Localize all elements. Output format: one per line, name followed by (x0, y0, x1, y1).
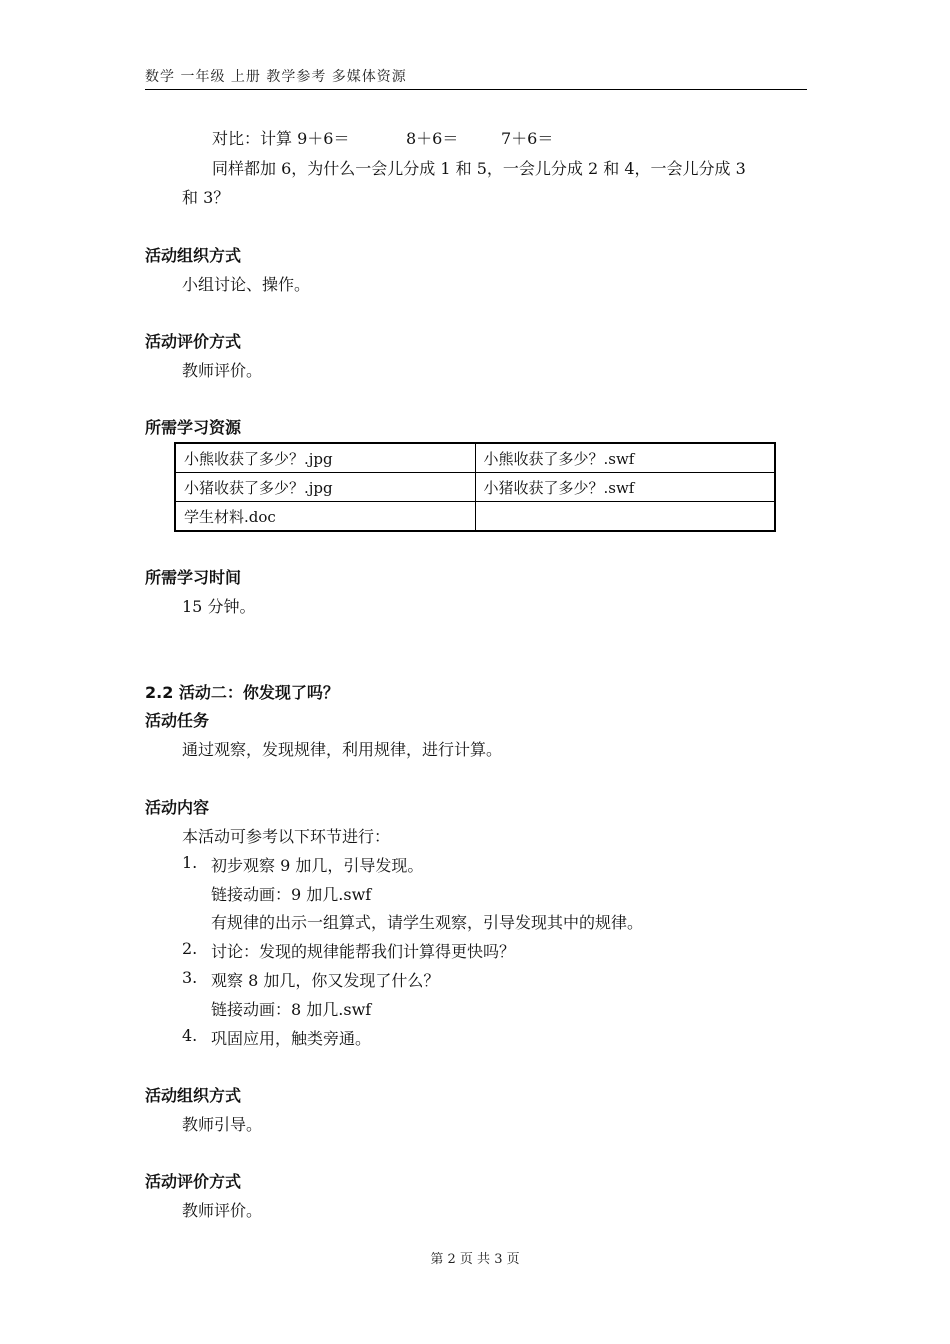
time-heading: 所需学习时间 (145, 568, 242, 587)
question-line-2: 和 3？ (182, 188, 230, 207)
eval-heading-1: 活动评价方式 (145, 332, 242, 351)
step-number: 3. (182, 968, 198, 987)
list-item: 有规律的出示一组算式，请学生观察，引导发现其中的规律。 (211, 913, 644, 932)
header-rule (145, 89, 807, 90)
step-number: 4. (182, 1026, 198, 1045)
resource-cell: 小猪收获了多少？.swf (475, 473, 775, 502)
list-item: 链接动画：9 加几.swf (211, 885, 372, 904)
resources-table (174, 442, 776, 532)
list-item: 初步观察 9 加几，引导发现。 (211, 856, 424, 875)
resource-cell (475, 502, 775, 532)
question-line-1: 同样都加 6，为什么一会儿分成 1 和 5，一会儿分成 2 和 4，一会儿分成 3 (212, 159, 746, 178)
task-text: 通过观察，发现规律，利用规律，进行计算。 (182, 740, 503, 759)
list-item: 讨论：发现的规律能帮我们计算得更快吗？ (211, 942, 516, 961)
org-text-1: 小组讨论、操作。 (182, 275, 311, 294)
task-heading: 活动任务 (145, 711, 210, 730)
org-text-2: 教师引导。 (182, 1115, 263, 1134)
compare-line-c: 7＋6＝ (501, 129, 554, 148)
compare-line-a: 对比：计算 9＋6＝ (212, 129, 350, 148)
step-number: 2. (182, 939, 198, 958)
compare-line-b: 8＋6＝ (406, 129, 459, 148)
table-row (175, 473, 775, 502)
content-intro: 本活动可参考以下环节进行： (182, 827, 391, 846)
list-item: 巩固应用，触类旁通。 (211, 1029, 372, 1048)
section2-title: 2.2 活动二：你发现了吗？ (145, 683, 339, 702)
list-item: 链接动画：8 加几.swf (211, 1000, 372, 1019)
resource-cell: 学生材料.doc (175, 502, 475, 532)
eval-text-2: 教师评价。 (182, 1201, 263, 1220)
step-number: 1. (182, 853, 198, 872)
table-row (175, 443, 775, 473)
page-number: 第 2 页 共 3 页 (430, 1252, 520, 1267)
time-text: 15 分钟。 (182, 597, 256, 616)
list-item: 观察 8 加几，你又发现了什么？ (211, 971, 440, 990)
resource-cell: 小熊收获了多少？.swf (475, 443, 775, 473)
resources-heading: 所需学习资源 (145, 418, 242, 437)
resource-cell: 小熊收获了多少？.jpg (175, 443, 475, 473)
org-heading-1: 活动组织方式 (145, 246, 242, 265)
eval-heading-2: 活动评价方式 (145, 1172, 242, 1191)
resource-cell: 小猪收获了多少？.jpg (175, 473, 475, 502)
eval-text-1: 教师评价。 (182, 361, 263, 380)
table-row (175, 502, 775, 532)
running-header: 数学 一年级 上册 教学参考 多媒体资源 (145, 69, 407, 85)
content-heading: 活动内容 (145, 798, 210, 817)
org-heading-2: 活动组织方式 (145, 1086, 242, 1105)
